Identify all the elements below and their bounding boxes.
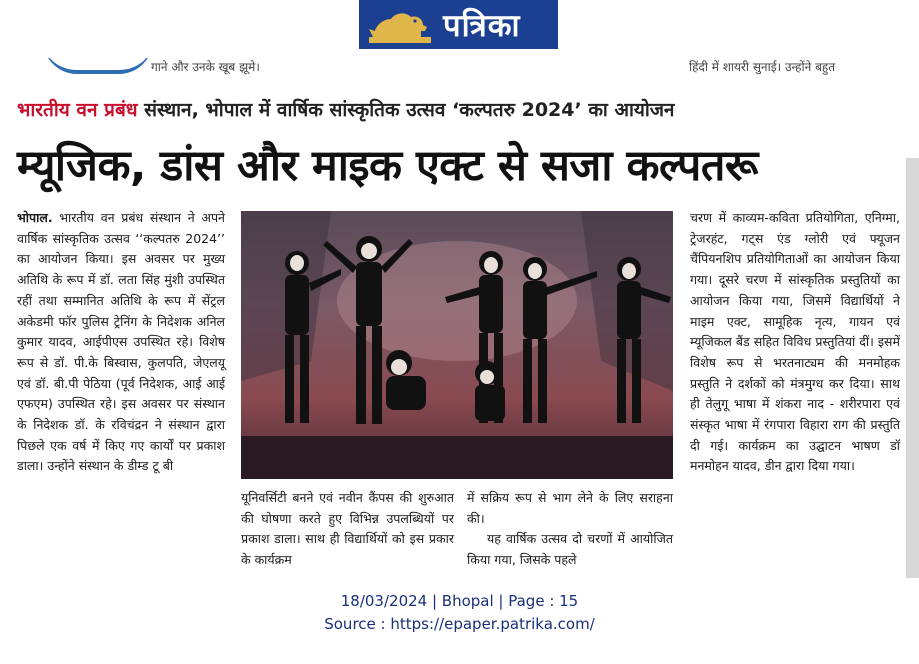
footer-date-line: 18/03/2024 | Bhopal | Page : 15 [340,592,579,610]
cutoff-text-right: हिंदी में शायरी सुनाई। उन्होंने बहुत [689,60,836,74]
article-column-under-photo-b [467,488,673,571]
article-column-left [17,208,225,477]
lion-emblem-icon [365,3,435,47]
column-right-text: चरण में काव्यम-कविता प्रतियोगिता, एनिग्मा, ट्रेजरहंट, गट्स एंड ग्लोरी एवं फ्यूजन चैंपियनशिप प्रतियोगिताओं का आयोजन किया गया। दूसरे चरण में सांस्कृतिक प्रस्तुतियों का आयोजन किया गया, जिसमें विद्यार्थियों ने माइम एक्ट, सामूहिक नृत्य, गायन एवं म्यूजिकल बैंड सहित विविध प्रस्तुतियां दीं। इसमें विशेष रूप से भरतनाट्यम की मनमोहक प्रस्तुति ने दर्शकों को मंत्रमुग्ध कर दिया। साथ ही तेलुगू भाषा में शंकरा नाद - शरीरपारा एवं संस्कृत भाषा में रंगपारा विहारा राग की प्रस्तुति दी गई। कार्यक्रम का उद्घाटन भाषण डॉ मनमोहन यादव, डीन द्वारा दिया गया। [690,210,900,474]
article-column-under-photo-a [241,488,454,571]
dateline: भोपाल. [17,210,53,225]
article-kicker [17,96,674,122]
brand-name: पत्रिका [443,7,521,44]
event-photo [241,211,673,479]
column-under-b-para-2: यह वार्षिक उत्सव दो चरणों में आयोजित किया गया, जिसके पहले [467,531,673,568]
newspaper-clipping [13,58,919,588]
footer-source-line: Source : https://epaper.patrika.com/ [324,615,595,633]
column-left-text: भारतीय वन प्रबंध संस्थान ने अपने वार्षिक सांस्कृतिक उत्सव ‘‘कल्पतरु 2024’’ का आयोजन किया। इस अवसर पर मुख्य अतिथि के रूप में डॉ. लता सिंह मुंशी उपस्थित रहीं तथा सम्मानित अतिथि के रूप में सेंट्रल अकेडमी फॉर पुलिस ट्रेनिंग के निदेशक अनिल कुमार यादव, आईपीएस उपस्थित रहे। विशेष रूप से डॉ. पी.के बिस्वास, कुलपति, जेएलयू एवं डॉ. बी.पी पेठिया (पूर्व निदेशक, आई आई एफएम) उपस्थित रहे। इस अवसर पर संस्थान के निदेशक डॉ. के रविचंद्रन ने संस्थान द्वारा पिछले एक वर्ष में किए गए कार्यों पर प्रकाश डाला। उन्होंने संस्थान के डीम्ड टू बी [17,210,225,474]
article-headline: म्यूजिक, डांस और माइक एक्ट से सजा कल्पतरू [17,141,758,191]
column-under-a-text: यूनिवर्सिटी बनने एवं नवीन कैंपस की शुरुआत की घोषणा करते हुए विभिन्न उपलब्धियों पर प्रकाश डाला। साथ ही विद्यार्थियों को इस प्रकार के कार्यक्रम [241,490,454,568]
previous-article-graphic [43,58,153,74]
column-under-b-para-1: में सक्रिय रूप से भाग लेने के लिए सराहना की। [467,490,673,526]
performers-illustration [241,211,673,479]
kicker-highlight: भारतीय वन प्रबंध [17,99,138,121]
cutoff-text-left: गाने और उनके खूब झूमे। [151,60,260,74]
adjacent-article-strip [906,158,919,578]
masthead-logo [359,0,558,49]
article-column-right [690,208,900,477]
kicker-text: संस्थान, भोपाल में वार्षिक सांस्कृतिक उत्सव ‘कल्पतरु 2024’ का आयोजन [137,99,675,121]
